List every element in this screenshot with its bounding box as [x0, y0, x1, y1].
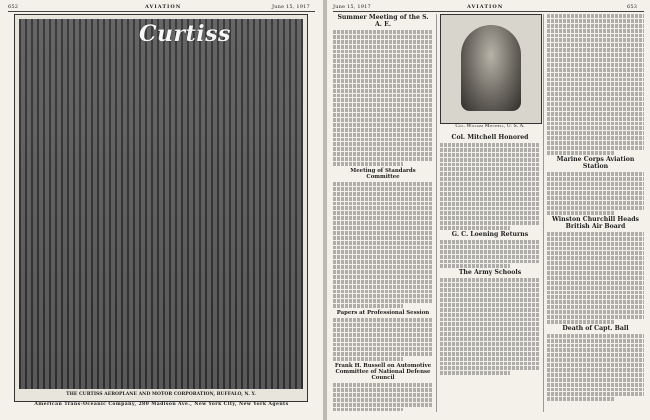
- column-2: [440, 14, 540, 376]
- column-1: [333, 14, 433, 412]
- mitchell-text: [440, 143, 540, 230]
- marine-text: [547, 172, 644, 215]
- factory-photo-frame: [14, 14, 308, 402]
- marine-headline: Marine Corps Aviation Station: [556, 155, 635, 170]
- ball-headline: Death of Capt. Ball: [562, 324, 629, 332]
- column-3: [547, 14, 644, 402]
- ball-text: [547, 334, 644, 401]
- portrait-caption: Col. William Mitchell, U. S. A.: [455, 124, 525, 129]
- loening-text: [440, 240, 540, 268]
- russell-subhead: Frank H. Russell on Automotive Committee of National Defense Council: [334, 363, 432, 382]
- mitchell-headline: Col. Mitchell Honored: [451, 134, 529, 141]
- army-schools-headline: The Army Schools: [458, 269, 522, 277]
- column-rule-2: [543, 14, 544, 412]
- papers-subhead: Papers at Professional Session: [336, 310, 430, 317]
- loening-headline: G. C. Loening Returns: [451, 231, 529, 239]
- sae-headline: Summer Meeting of the S. A. E.: [337, 14, 429, 28]
- right-page-number: 653: [627, 4, 638, 10]
- photo-logo-text: Curtiss: [139, 21, 231, 47]
- mitchell-portrait-frame: [440, 14, 542, 124]
- standards-text: [333, 182, 433, 308]
- left-date: June 15, 1917: [272, 4, 310, 10]
- col3-intro-text: [547, 14, 644, 155]
- column-rule-1: [436, 14, 437, 412]
- photo-caption: THE CURTISS AEROPLANE AND MOTOR CORPORATION, BUFFALO, N. Y.: [66, 392, 256, 398]
- right-date: June 15, 1917: [333, 4, 371, 10]
- right-page: [327, 0, 650, 420]
- churchill-text: [547, 232, 644, 324]
- left-page: [0, 0, 323, 420]
- papers-text: [333, 318, 433, 361]
- right-header-rule: [333, 11, 644, 12]
- left-page-number: 652: [8, 4, 19, 10]
- russell-text: [333, 383, 433, 411]
- right-running-title: AVIATION: [467, 4, 504, 10]
- churchill-headline: Winston Churchill Heads British Air Board: [551, 215, 640, 230]
- army-schools-text: [440, 278, 540, 375]
- left-running-title: AVIATION: [145, 4, 182, 10]
- left-footer: American Trans-Oceanic Company, 280 Madison Ave., New York City, New York Agents: [34, 402, 289, 407]
- factory-photo: [19, 19, 303, 389]
- mitchell-portrait: [461, 25, 521, 111]
- sae-text: [333, 30, 433, 166]
- left-header-rule: [8, 11, 315, 12]
- standards-subhead: Meeting of Standards Committee: [350, 167, 416, 180]
